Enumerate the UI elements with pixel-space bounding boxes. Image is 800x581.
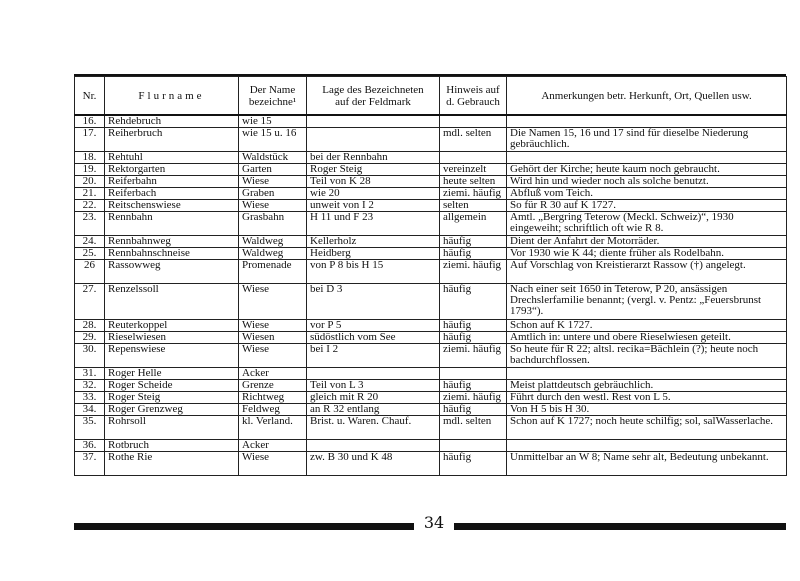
header-lage-line2: auf der Feldmark xyxy=(335,95,411,108)
header-hinweis-line2: d. Gebrauch xyxy=(446,95,500,108)
row-flurname: Rennbahn xyxy=(105,212,239,236)
header-anmerkungen: Anmerkungen betr. Herkunft, Ort, Quellen usw. xyxy=(507,77,787,116)
table-row xyxy=(75,115,787,128)
row-flurname: Roger Scheide xyxy=(105,380,239,392)
row-bezeichnet: Grasbahn xyxy=(239,212,307,236)
row-flurname: Rohrsoll xyxy=(105,416,239,440)
table-row xyxy=(75,368,787,380)
row-bezeichnet: Wiese xyxy=(239,320,307,332)
row-lage: unweit von I 2 xyxy=(307,200,440,212)
row-anmerkung: Amtlich in: untere und obere Rieselwiesen geteilt. xyxy=(507,332,787,344)
row-lage: von P 8 bis H 15 xyxy=(307,260,440,284)
table-row xyxy=(75,188,787,200)
row-flurname: Renzelssoll xyxy=(105,284,239,320)
header-bezeichnet-line2: bezeichne¹ xyxy=(248,95,297,108)
table-row xyxy=(75,236,787,248)
table-body xyxy=(75,115,787,476)
row-nr: 17. xyxy=(75,128,105,152)
table-row xyxy=(75,392,787,404)
row-anmerkung: Unmittelbar an W 8; Name sehr alt, Bedeutung unbekannt. xyxy=(507,452,787,476)
row-nr: 19. xyxy=(75,164,105,176)
row-anmerkung xyxy=(507,115,787,128)
row-flurname: Reitschenswiese xyxy=(105,200,239,212)
row-bezeichnet: Wiesen xyxy=(239,332,307,344)
row-nr: 34. xyxy=(75,404,105,416)
row-hinweis: häufig xyxy=(440,452,507,476)
row-anmerkung xyxy=(507,368,787,380)
row-hinweis: ziemi. häufig xyxy=(440,188,507,200)
row-lage xyxy=(307,115,440,128)
row-nr: 28. xyxy=(75,320,105,332)
row-flurname: Rotbruch xyxy=(105,440,239,452)
row-flurname: Rehdebruch xyxy=(105,115,239,128)
row-anmerkung: Schon auf K 1727. xyxy=(507,320,787,332)
header-bezeichnet-line1: Der Name xyxy=(249,83,296,96)
row-lage: zw. B 30 und K 48 xyxy=(307,452,440,476)
header-nr: Nr. xyxy=(75,77,105,116)
row-hinweis: häufig xyxy=(440,320,507,332)
row-lage: Brist. u. Waren. Chauf. xyxy=(307,416,440,440)
row-hinweis xyxy=(440,152,507,164)
row-nr: 36. xyxy=(75,440,105,452)
row-lage: an R 32 entlang xyxy=(307,404,440,416)
row-nr: 32. xyxy=(75,380,105,392)
row-nr: 37. xyxy=(75,452,105,476)
row-flurname: Repenswiese xyxy=(105,344,239,368)
table-row xyxy=(75,452,787,476)
row-anmerkung: Schon auf K 1727; noch heute schilfig; sol, salWasserlache. xyxy=(507,416,787,440)
row-bezeichnet: wie 15 xyxy=(239,115,307,128)
row-anmerkung: Dient der Anfahrt der Motorräder. xyxy=(507,236,787,248)
table-row xyxy=(75,128,787,152)
row-hinweis: häufig xyxy=(440,284,507,320)
row-bezeichnet: Waldweg xyxy=(239,236,307,248)
row-hinweis: mdl. selten xyxy=(440,416,507,440)
table-row xyxy=(75,380,787,392)
footer-bar-right xyxy=(454,523,786,530)
row-hinweis: häufig xyxy=(440,236,507,248)
row-lage: Kellerholz xyxy=(307,236,440,248)
table-row xyxy=(75,416,787,440)
row-anmerkung: Vor 1930 wie K 44; diente früher als Rodelbahn. xyxy=(507,248,787,260)
row-bezeichnet: Graben xyxy=(239,188,307,200)
row-lage: Teil von L 3 xyxy=(307,380,440,392)
row-hinweis: häufig xyxy=(440,332,507,344)
row-nr: 26 xyxy=(75,260,105,284)
flurnamen-table xyxy=(74,76,787,476)
row-flurname: Rehtuhl xyxy=(105,152,239,164)
table-row xyxy=(75,152,787,164)
row-flurname: Roger Steig xyxy=(105,392,239,404)
row-nr: 25. xyxy=(75,248,105,260)
row-flurname: Rektorgarten xyxy=(105,164,239,176)
table-row xyxy=(75,212,787,236)
row-hinweis xyxy=(440,440,507,452)
row-lage: bei D 3 xyxy=(307,284,440,320)
page-number: 34 xyxy=(423,513,445,532)
header-lage xyxy=(307,77,440,116)
row-lage xyxy=(307,368,440,380)
row-hinweis: häufig xyxy=(440,248,507,260)
row-bezeichnet: Wiese xyxy=(239,284,307,320)
row-bezeichnet: Wiese xyxy=(239,176,307,188)
row-nr: 21. xyxy=(75,188,105,200)
row-hinweis: selten xyxy=(440,200,507,212)
row-flurname: Reiferbahn xyxy=(105,176,239,188)
row-lage: vor P 5 xyxy=(307,320,440,332)
table-row xyxy=(75,332,787,344)
row-flurname: Reiherbruch xyxy=(105,128,239,152)
row-hinweis: heute selten xyxy=(440,176,507,188)
row-anmerkung: So für R 30 auf K 1727. xyxy=(507,200,787,212)
row-anmerkung xyxy=(507,152,787,164)
row-flurname: Rennbahnschneise xyxy=(105,248,239,260)
row-lage: H 11 und F 23 xyxy=(307,212,440,236)
header-hinweis xyxy=(440,77,507,116)
row-nr: 23. xyxy=(75,212,105,236)
row-flurname: Rennbahnweg xyxy=(105,236,239,248)
row-bezeichnet: Wiese xyxy=(239,200,307,212)
table-row xyxy=(75,284,787,320)
row-bezeichnet: Feldweg xyxy=(239,404,307,416)
row-bezeichnet: Wiese xyxy=(239,452,307,476)
row-bezeichnet: Grenze xyxy=(239,380,307,392)
header-lage-line1: Lage des Bezeichneten xyxy=(322,83,424,96)
row-nr: 22. xyxy=(75,200,105,212)
row-anmerkung: Meist plattdeutsch gebräuchlich. xyxy=(507,380,787,392)
table-row xyxy=(75,404,787,416)
row-anmerkung: Amtl. „Bergring Teterow (Meckl. Schweiz)“, 1930 eingeweiht; schriftlich oft wie R 8. xyxy=(507,212,787,236)
row-lage: bei der Rennbahn xyxy=(307,152,440,164)
row-bezeichnet: Acker xyxy=(239,440,307,452)
row-anmerkung: Nach einer seit 1650 in Teterow, P 20, ansässigen Drechslerfamilie benannt; (vergl. v. Pentz: „Feuersbrunst 1793“). xyxy=(507,284,787,320)
table-row xyxy=(75,440,787,452)
row-hinweis: mdl. selten xyxy=(440,128,507,152)
row-hinweis: ziemi. häufig xyxy=(440,344,507,368)
row-flurname: Roger Grenzweg xyxy=(105,404,239,416)
row-bezeichnet: kl. Verland. xyxy=(239,416,307,440)
row-nr: 27. xyxy=(75,284,105,320)
row-hinweis: allgemein xyxy=(440,212,507,236)
row-nr: 20. xyxy=(75,176,105,188)
table-row xyxy=(75,344,787,368)
row-bezeichnet: Richtweg xyxy=(239,392,307,404)
row-bezeichnet: wie 15 u. 16 xyxy=(239,128,307,152)
row-lage: südöstlich vom See xyxy=(307,332,440,344)
row-nr: 24. xyxy=(75,236,105,248)
row-flurname: Roger Helle xyxy=(105,368,239,380)
row-lage: bei I 2 xyxy=(307,344,440,368)
row-flurname: Reiferbach xyxy=(105,188,239,200)
row-anmerkung: Wird hin und wieder noch als solche benutzt. xyxy=(507,176,787,188)
footer-bar-left xyxy=(74,523,414,530)
row-bezeichnet: Garten xyxy=(239,164,307,176)
row-anmerkung xyxy=(507,440,787,452)
row-bezeichnet: Waldweg xyxy=(239,248,307,260)
row-lage: Teil von K 28 xyxy=(307,176,440,188)
table-row xyxy=(75,260,787,284)
row-hinweis: ziemi. häufig xyxy=(440,260,507,284)
header-hinweis-line1: Hinweis auf xyxy=(446,83,500,96)
row-flurname: Rieselwiesen xyxy=(105,332,239,344)
row-anmerkung: So heute für R 22; altsl. recika=Bächlein (?); heute noch bachdurchflossen. xyxy=(507,344,787,368)
row-bezeichnet: Wiese xyxy=(239,344,307,368)
row-nr: 29. xyxy=(75,332,105,344)
row-lage: wie 20 xyxy=(307,188,440,200)
row-lage: Roger Steig xyxy=(307,164,440,176)
row-hinweis: ziemi. häufig xyxy=(440,392,507,404)
table-row xyxy=(75,164,787,176)
row-lage xyxy=(307,128,440,152)
row-nr: 33. xyxy=(75,392,105,404)
row-anmerkung: Von H 5 bis H 30. xyxy=(507,404,787,416)
row-flurname: Rothe Rie xyxy=(105,452,239,476)
row-nr: 30. xyxy=(75,344,105,368)
row-lage: gleich mit R 20 xyxy=(307,392,440,404)
row-hinweis xyxy=(440,115,507,128)
row-nr: 16. xyxy=(75,115,105,128)
row-bezeichnet: Promenade xyxy=(239,260,307,284)
row-anmerkung: Abfluß vom Teich. xyxy=(507,188,787,200)
row-hinweis: häufig xyxy=(440,404,507,416)
row-hinweis: vereinzelt xyxy=(440,164,507,176)
row-nr: 35. xyxy=(75,416,105,440)
header-bezeichnet xyxy=(239,77,307,116)
row-bezeichnet: Acker xyxy=(239,368,307,380)
row-bezeichnet: Waldstück xyxy=(239,152,307,164)
row-nr: 18. xyxy=(75,152,105,164)
table-row xyxy=(75,176,787,188)
table-row xyxy=(75,200,787,212)
row-anmerkung: Die Namen 15, 16 und 17 sind für dieselbe Niederung gebräuchlich. xyxy=(507,128,787,152)
row-lage: Heidberg xyxy=(307,248,440,260)
row-anmerkung: Führt durch den westl. Rest von L 5. xyxy=(507,392,787,404)
row-flurname: Reuterkoppel xyxy=(105,320,239,332)
row-hinweis xyxy=(440,368,507,380)
row-nr: 31. xyxy=(75,368,105,380)
table-row xyxy=(75,248,787,260)
header-flurname: Flurname xyxy=(105,77,239,116)
table-row xyxy=(75,320,787,332)
table-header-row xyxy=(75,77,787,116)
row-lage xyxy=(307,440,440,452)
row-anmerkung: Auf Vorschlag von Kreistierarzt Rassow (†) angelegt. xyxy=(507,260,787,284)
row-hinweis: häufig xyxy=(440,380,507,392)
row-flurname: Rassowweg xyxy=(105,260,239,284)
row-anmerkung: Gehört der Kirche; heute kaum noch gebraucht. xyxy=(507,164,787,176)
